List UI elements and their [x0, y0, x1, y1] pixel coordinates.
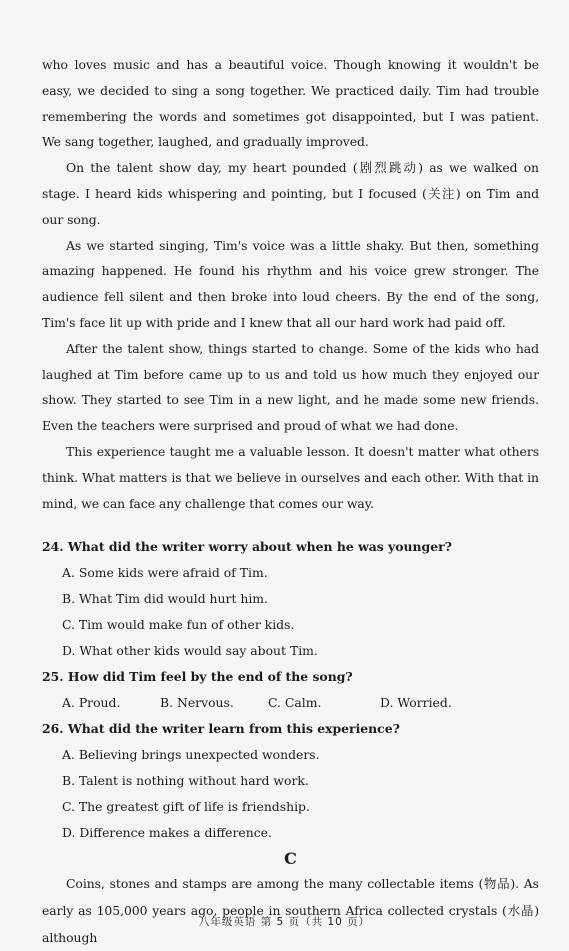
option-a: A. Believing brings unexpected wonders.	[62, 747, 320, 763]
option-b: B. Talent is nothing without hard work.	[62, 773, 309, 789]
passage-paragraph-5: This experience taught me a valuable lesson. It doesn't matter what others think. What matters is that we believe in ourselves and each other. With that in mind, we can face any challenge that comes our way.	[42, 443, 539, 511]
option-c: C. Calm.	[268, 695, 322, 711]
option-a: A. Some kids were afraid of Tim.	[62, 565, 268, 581]
option-c: C. The greatest gift of life is friendship.	[62, 799, 310, 815]
option-a: A. Proud.	[62, 695, 121, 711]
passage-paragraph-3: As we started singing, Tim's voice was a little shaky. But then, something amazing happened. He found his rhythm and his voice grew stronger. The audience fell silent and then broke into loud cheers. By the end of the song, Tim's face lit up with pride and I knew that all our hard work had paid off.	[42, 237, 539, 330]
passage-c-paragraph-1: Coins, stones and stamps are among the many collectable items (物品). As early as 105,000 years ago, people in southern Africa collected crystals (水晶) although	[42, 876, 539, 946]
passage-paragraph-2: On the talent show day, my heart pounded (剧烈跳动) as we walked on stage. I heard kids whispering and pointing, but I focused (关注) on Tim and our song.	[42, 160, 539, 227]
question-stem: 24. What did the writer worry about when he was younger?	[42, 539, 452, 555]
option-d: D. Difference makes a difference.	[62, 825, 272, 841]
page-footer: 八年级英语 第 5 页（共 10 页）	[198, 916, 371, 928]
question-list	[42, 534, 539, 846]
passage-paragraph-1: who loves music and has a beautiful voice. Though knowing it wouldn't be easy, we decided to sing a song together. We practiced daily. Tim had trouble remembering the words and sometimes got disappointed, but I was patient. We sang together, laughed, and gradually improved.	[42, 57, 539, 150]
question-stem: 26. What did the writer learn from this experience?	[42, 721, 400, 737]
reading-passage-b	[42, 52, 539, 516]
question-stem: 25. How did Tim feel by the end of the song?	[42, 669, 353, 685]
option-c: C. Tim would make fun of other kids.	[62, 617, 295, 633]
reading-passage-c	[42, 848, 539, 951]
section-heading: C	[284, 849, 297, 869]
option-b: B. Nervous.	[160, 695, 234, 711]
option-row	[62, 690, 539, 716]
option-b: B. What Tim did would hurt him.	[62, 591, 268, 607]
question-25	[42, 664, 539, 716]
passage-paragraph-4: After the talent show, things started to change. Some of the kids who had laughed at Tim before came up to us and told us how much they enjoyed our show. They started to see Tim in a new light, and he made some new friends. Even the teachers were surprised and proud of what we had done.	[42, 340, 539, 434]
question-26	[42, 716, 539, 846]
option-d: D. Worried.	[380, 695, 452, 711]
option-d: D. What other kids would say about Tim.	[62, 643, 318, 659]
question-24	[42, 534, 539, 664]
